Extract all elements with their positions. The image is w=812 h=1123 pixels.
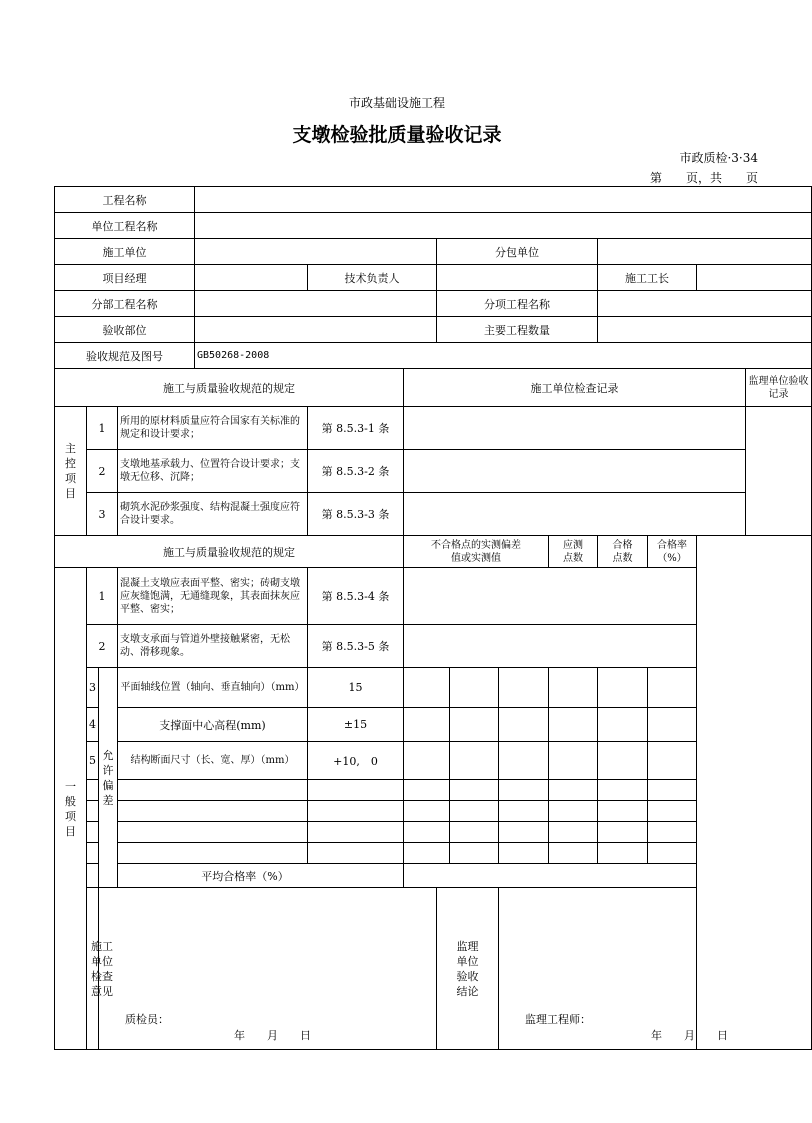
blank-cell[interactable] [598,843,648,864]
blank-cell[interactable] [308,843,404,864]
blank-cell[interactable] [404,801,450,822]
blank-cell[interactable] [549,843,598,864]
deviation-cell[interactable] [499,668,549,708]
main-item-check[interactable] [404,407,746,450]
qualified-points-header: 合格点数 [598,536,648,568]
deviation-item-no: 5 [87,742,99,780]
main-item-clause: 第 8.5.3-2 条 [308,450,404,493]
form-code: 市政质检·3·34 [679,151,758,165]
blank-cell[interactable] [648,801,697,822]
general-group-label: 一般项目 [55,568,87,1050]
project-manager-value[interactable] [195,265,308,291]
blank-cell[interactable] [450,801,499,822]
deviation-item-no: 3 [87,668,99,708]
deviation-item-text: 支撑面中心高程(mm) [118,708,308,742]
project-name-value[interactable] [195,187,812,213]
blank-cell[interactable] [308,780,404,801]
blank-no [87,780,99,801]
page-title: 支墩检验批质量验收记录 [292,124,502,146]
general-item-check[interactable] [404,625,697,668]
contractor-date: 年 月 日 [234,1029,311,1042]
division-name-label: 分部工程名称 [55,291,195,317]
main-item-text: 所用的原材料质量应符合国家有关标准的规定和设计要求； [118,407,308,450]
pass-rate-header: 合格率（%） [648,536,697,568]
deviation-item-no: 4 [87,708,99,742]
supervision-conclusion-area[interactable] [499,888,812,1050]
subcontract-unit-label: 分包单位 [437,239,598,265]
measured-points-header: 应测点数 [549,536,598,568]
subcontract-unit-value[interactable] [598,239,812,265]
blank-cell[interactable] [499,843,549,864]
blank-cell[interactable] [598,780,648,801]
supervision-date: 年 月 日 [651,1029,728,1042]
main-item-text: 砌筑水泥砂浆强度、结构混凝土强度应符合设计要求。 [118,493,308,536]
blank-cell[interactable] [450,780,499,801]
technical-lead-label: 技术负责人 [308,265,437,291]
blank-cell[interactable] [118,801,308,822]
deviation-item-value: +10, 0 [308,742,404,780]
deviation-cell[interactable] [404,742,450,780]
general-item-clause: 第 8.5.3-4 条 [308,568,404,625]
rate-cell[interactable] [648,668,697,708]
blank-cell[interactable] [308,822,404,843]
blank-cell[interactable] [404,822,450,843]
blank-cell[interactable] [118,822,308,843]
blank-no [87,801,99,822]
measured-cell[interactable] [549,708,598,742]
blank-cell[interactable] [450,822,499,843]
allow-deviation-label: 允许偏差 [99,668,118,888]
general-spec-header: 施工与质量验收规范的规定 [55,536,404,568]
blank-cell[interactable] [549,801,598,822]
deviation-cell[interactable] [450,742,499,780]
engineer-label: 监理工程师： [525,1013,591,1026]
general-item-text: 支墩支承面与管道外壁接触紧密，无松动、滑移现象。 [118,625,308,668]
project-manager-label: 项目经理 [55,265,195,291]
deviation-cell[interactable] [404,668,450,708]
page-number: 第 页，共 页 [649,171,758,185]
deviation-item-value: 15 [308,668,404,708]
main-item-text: 支墩地基承载力、位置符合设计要求；支墩无位移、沉降； [118,450,308,493]
main-quantity-value[interactable] [598,317,812,343]
rate-cell[interactable] [648,708,697,742]
technical-lead-value[interactable] [437,265,598,291]
unit-project-name-label: 单位工程名称 [55,213,195,239]
measured-cell[interactable] [549,742,598,780]
deviation-header: 不合格点的实测偏差值或实测值 [404,536,549,568]
construction-unit-label: 施工单位 [55,239,195,265]
main-item-no: 2 [87,450,118,493]
subitem-name-label: 分项工程名称 [437,291,598,317]
main-item-no: 1 [87,407,118,450]
qualified-cell[interactable] [598,742,648,780]
spec-label: 验收规范及图号 [55,343,195,369]
main-item-check[interactable] [404,493,746,536]
subitem-name-value[interactable] [598,291,812,317]
deviation-cell[interactable] [450,708,499,742]
blank-cell[interactable] [404,780,450,801]
blank-cell[interactable] [404,843,450,864]
blank-cell[interactable] [118,780,308,801]
blank-cell[interactable] [499,780,549,801]
deviation-cell[interactable] [450,668,499,708]
supervision-header: 监理单位验收记录 [746,369,812,407]
foreman-value[interactable] [697,265,812,291]
contractor-opinion-area[interactable] [99,888,437,1050]
blank-cell[interactable] [549,822,598,843]
rate-cell[interactable] [648,742,697,780]
blank-cell[interactable] [118,843,308,864]
main-item-clause: 第 8.5.3-1 条 [308,407,404,450]
spec-value: GB50268-2008 [195,343,812,369]
deviation-item-value: ±15 [308,708,404,742]
deviation-cell[interactable] [499,708,549,742]
blank-no [87,843,99,864]
blank-cell[interactable] [308,801,404,822]
qualified-cell[interactable] [598,668,648,708]
main-quantity-label: 主要工程数量 [437,317,598,343]
inspector-label: 质检员： [125,1013,169,1026]
deviation-item-text: 结构断面尺寸（长、宽、厚）（mm） [118,742,308,780]
inspection-part-label: 验收部位 [55,317,195,343]
general-item-text: 混凝土支墩应表面平整、密实；砖砌支墩应灰缝饱满，无通缝现象，其表面抹灰应平整、密实； [118,568,308,625]
main-group-label: 主控项目 [55,407,87,536]
blank-cell[interactable] [598,822,648,843]
category-heading: 市政基础设施工程 [348,96,445,110]
average-pass-rate-label: 平均合格率（%） [87,864,404,888]
project-name-label: 工程名称 [55,187,195,213]
general-item-clause: 第 8.5.3-5 条 [308,625,404,668]
blank-cell[interactable] [499,822,549,843]
deviation-cell[interactable] [404,708,450,742]
contractor-opinion-label: 施工单位检查意见 [87,888,99,1050]
blank-no [87,822,99,843]
blank-cell[interactable] [648,780,697,801]
general-item-no: 1 [87,568,118,625]
blank-cell[interactable] [648,843,697,864]
blank-cell[interactable] [648,822,697,843]
supervision-conclusion-label: 监理单位验收结论 [437,888,499,1050]
general-item-check[interactable] [404,568,697,625]
deviation-item-text: 平面轴线位置（轴向、垂直轴向）（mm） [118,668,308,708]
blank-cell[interactable] [598,801,648,822]
main-supervision-cell[interactable] [746,407,812,536]
unit-project-name-value[interactable] [195,213,812,239]
construction-unit-value[interactable] [195,239,437,265]
blank-cell[interactable] [499,801,549,822]
inspection-form [54,186,812,1050]
main-item-check[interactable] [404,450,746,493]
main-check-header: 施工单位检查记录 [404,369,746,407]
main-spec-header: 施工与质量验收规范的规定 [55,369,404,407]
main-item-no: 3 [87,493,118,536]
deviation-cell[interactable] [499,742,549,780]
qualified-cell[interactable] [598,708,648,742]
blank-cell[interactable] [549,780,598,801]
measured-cell[interactable] [549,668,598,708]
foreman-label: 施工工长 [598,265,697,291]
main-item-clause: 第 8.5.3-3 条 [308,493,404,536]
division-name-value[interactable] [195,291,437,317]
general-item-no: 2 [87,625,118,668]
average-pass-rate-value[interactable] [404,864,697,888]
inspection-part-value[interactable] [195,317,437,343]
blank-cell[interactable] [450,843,499,864]
